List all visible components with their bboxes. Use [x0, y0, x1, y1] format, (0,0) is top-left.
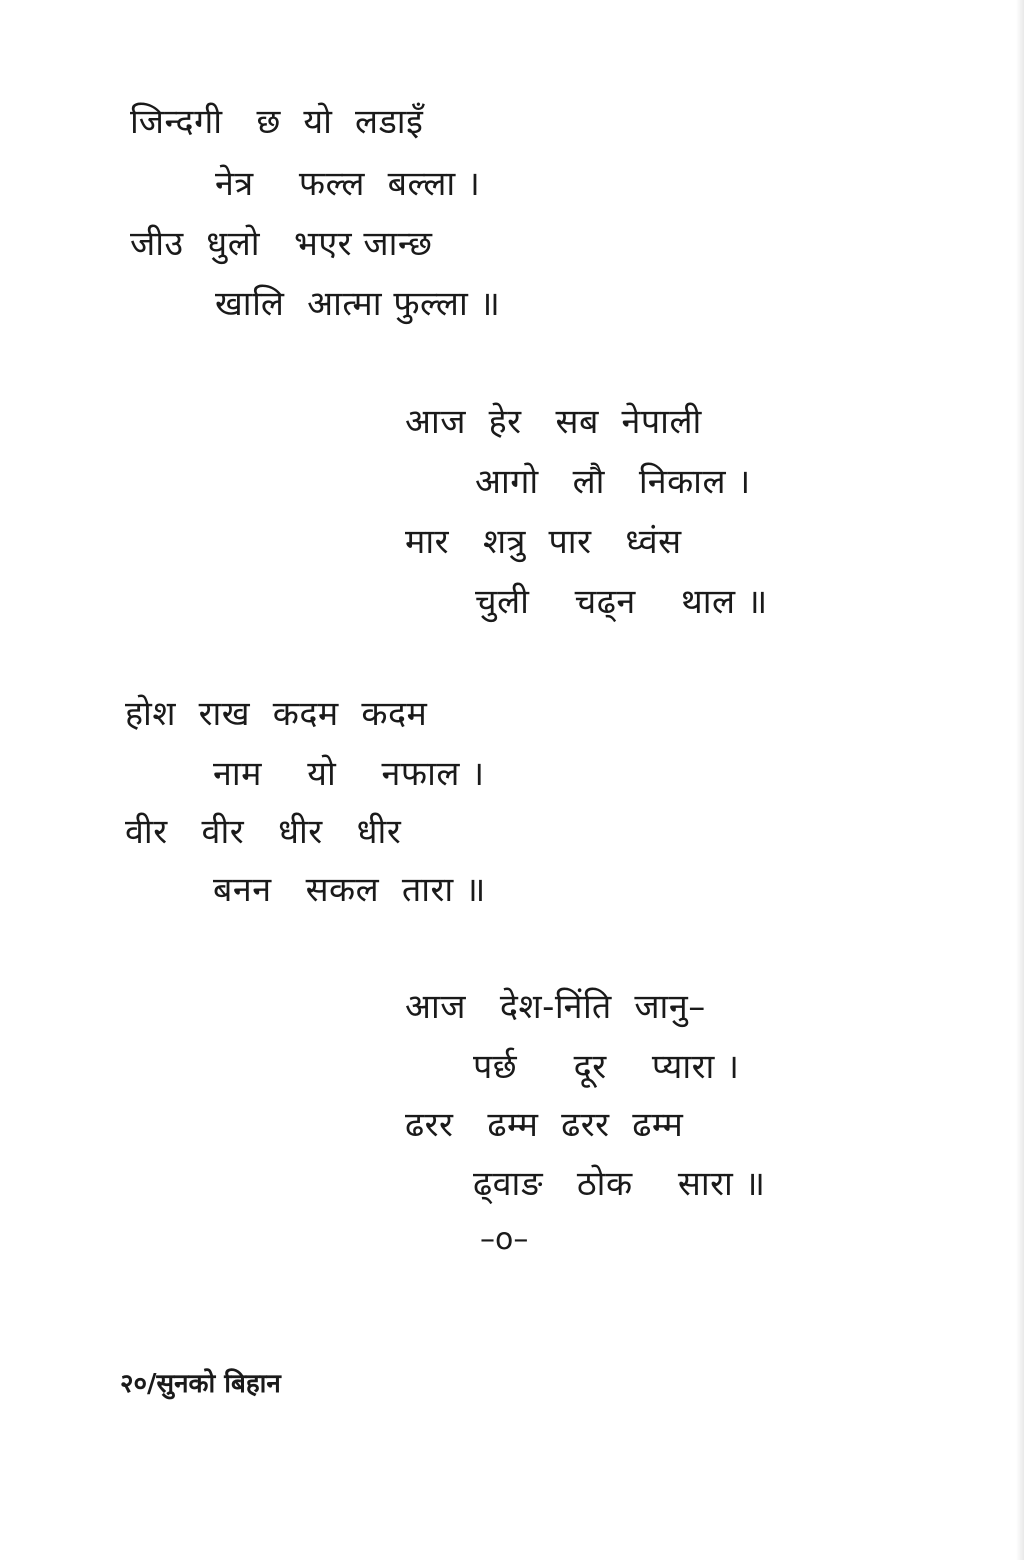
poem-end-mark: –o– [480, 1222, 529, 1257]
stanza-4-line-3: ढरर ढम्म ढरर ढम्म [405, 1105, 684, 1145]
page-footer-label: २०/सुनको बिहान [120, 1369, 281, 1399]
stanza-2-line-2: आगो लौ निकाल । [475, 462, 751, 502]
stanza-2-line-1: आज हेर सब नेपाली [405, 402, 702, 442]
page-edge-shadow [1016, 0, 1024, 1560]
stanza-4-line-4: ढ्वाङ ठोक सारा ॥ [473, 1164, 766, 1204]
stanza-1-line-1: जिन्दगी छ यो लडाइँ [130, 102, 424, 142]
stanza-3-line-4: बनन सकल तारा ॥ [213, 870, 486, 910]
stanza-3-line-3: वीर वीर धीर धीर [125, 812, 402, 852]
stanza-1-line-4: खालि आत्मा फुल्ला ॥ [215, 284, 501, 324]
stanza-4-line-2: पर्छ दूर प्यारा । [473, 1047, 740, 1087]
stanza-2-line-4: चुली चढ्न थाल ॥ [475, 582, 768, 622]
stanza-4-line-1: आज देश-निंति जानु– [405, 987, 706, 1027]
stanza-3-line-2: नाम यो नफाल । [213, 754, 485, 794]
stanza-2-line-3: मार शत्रु पार ध्वंस [405, 522, 682, 562]
stanza-1-line-3: जीउ धुलो भएर जान्छ [130, 224, 433, 264]
stanza-1-line-2: नेत्र फल्ल बल्ला । [215, 164, 481, 204]
stanza-3-line-1: होश राख कदम कदम [125, 694, 428, 734]
